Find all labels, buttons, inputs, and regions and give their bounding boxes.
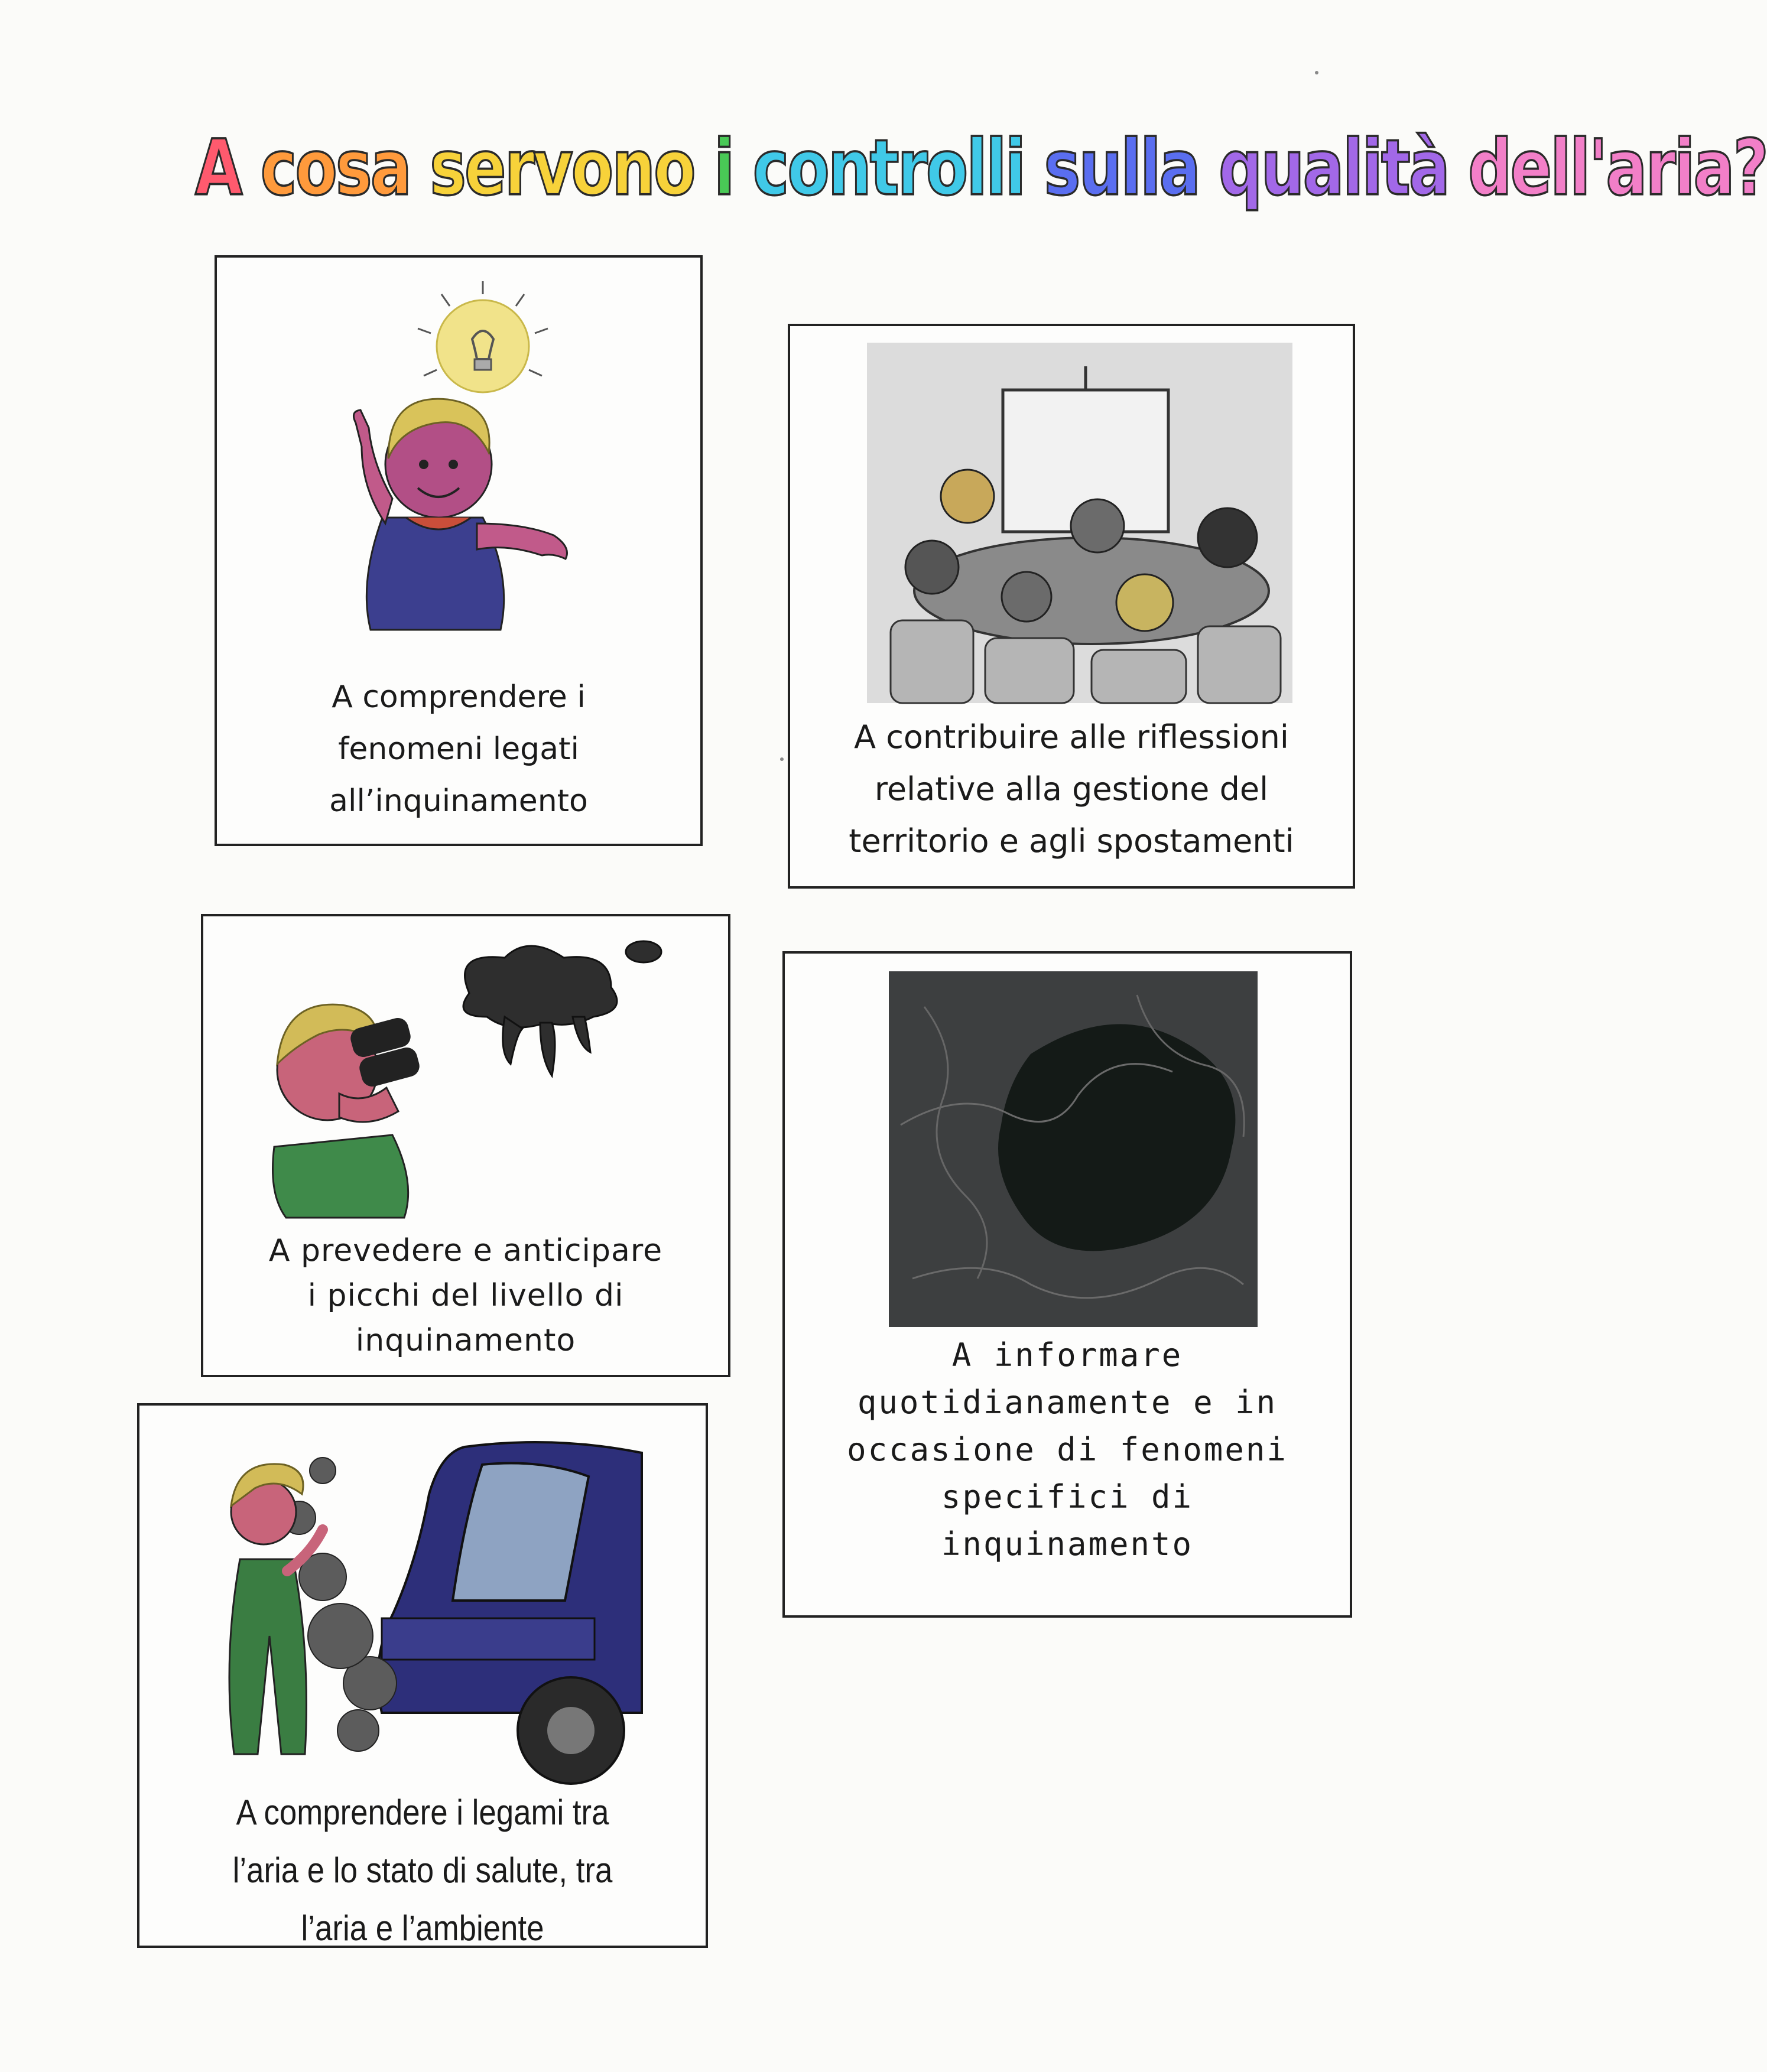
title-word: servono	[430, 122, 694, 213]
panel-understand-phenomena	[215, 255, 703, 846]
title-space	[241, 123, 261, 213]
caption-forecast-peaks	[203, 1228, 728, 1363]
caption-line: inquinamento	[355, 1323, 576, 1358]
title-word: cosa	[260, 122, 410, 213]
title-space	[733, 123, 752, 213]
title-word: qualità	[1219, 122, 1448, 213]
caption-line: i picchi del livello di	[307, 1278, 624, 1313]
smog-cloud-icon	[463, 941, 661, 1076]
meeting-illustration	[867, 343, 1292, 703]
panel-health-links	[137, 1403, 708, 1948]
title-word: i	[713, 122, 733, 213]
child-binoculars-illustration	[251, 934, 700, 1218]
child-lightbulb-illustration	[335, 269, 607, 648]
title-word: controlli	[752, 122, 1025, 213]
caption-line: occasione di fenomeni	[847, 1431, 1288, 1468]
title-word: sulla	[1044, 122, 1199, 213]
caption-line: quotidianamente e in	[857, 1384, 1278, 1421]
panel-forecast-peaks	[201, 914, 730, 1377]
page-title	[195, 112, 1767, 223]
child-car-exhaust-illustration	[204, 1423, 654, 1784]
title-space	[1448, 123, 1468, 213]
title-word: dell'aria?	[1468, 122, 1767, 213]
caption-line: fenomeni legati	[338, 731, 579, 767]
title-space	[1199, 123, 1219, 213]
caption-line: A comprendere i	[332, 679, 586, 715]
lightbulb-icon	[418, 281, 548, 392]
child-figure	[273, 1004, 422, 1218]
panel-territory-reflections	[788, 324, 1355, 889]
child-figure	[353, 399, 567, 630]
caption-health-links	[173, 1784, 671, 1957]
caption-understand-phenomena	[217, 671, 700, 827]
title-space	[1024, 123, 1044, 213]
caption-inform-daily	[785, 1332, 1350, 1568]
caption-line: relative alla gestione del	[874, 770, 1269, 808]
caption-territory-reflections	[790, 711, 1353, 867]
caption-line: territorio e agli spostamenti	[849, 822, 1294, 860]
scan-speck	[780, 757, 784, 761]
caption-line: all’inquinamento	[329, 783, 588, 819]
scan-speck	[1315, 71, 1318, 74]
title-word: A	[195, 122, 241, 213]
caption-line: A comprendere i legami tra	[236, 1793, 609, 1832]
caption-line: A contribuire alle riflessioni	[854, 718, 1289, 756]
title-space	[410, 123, 430, 213]
caption-line: l’aria e lo stato di salute, tra	[232, 1850, 613, 1890]
caption-line: l’aria e l’ambiente	[301, 1908, 544, 1948]
panel-inform-daily	[782, 951, 1352, 1618]
caption-line: specifici di	[941, 1478, 1194, 1515]
caption-line: A prevedere e anticipare	[268, 1233, 663, 1268]
caption-line: A informare	[951, 1336, 1183, 1374]
pollution-map-illustration	[889, 971, 1258, 1327]
car-icon	[378, 1442, 642, 1784]
caption-line: inquinamento	[941, 1525, 1194, 1563]
title-space	[694, 123, 714, 213]
